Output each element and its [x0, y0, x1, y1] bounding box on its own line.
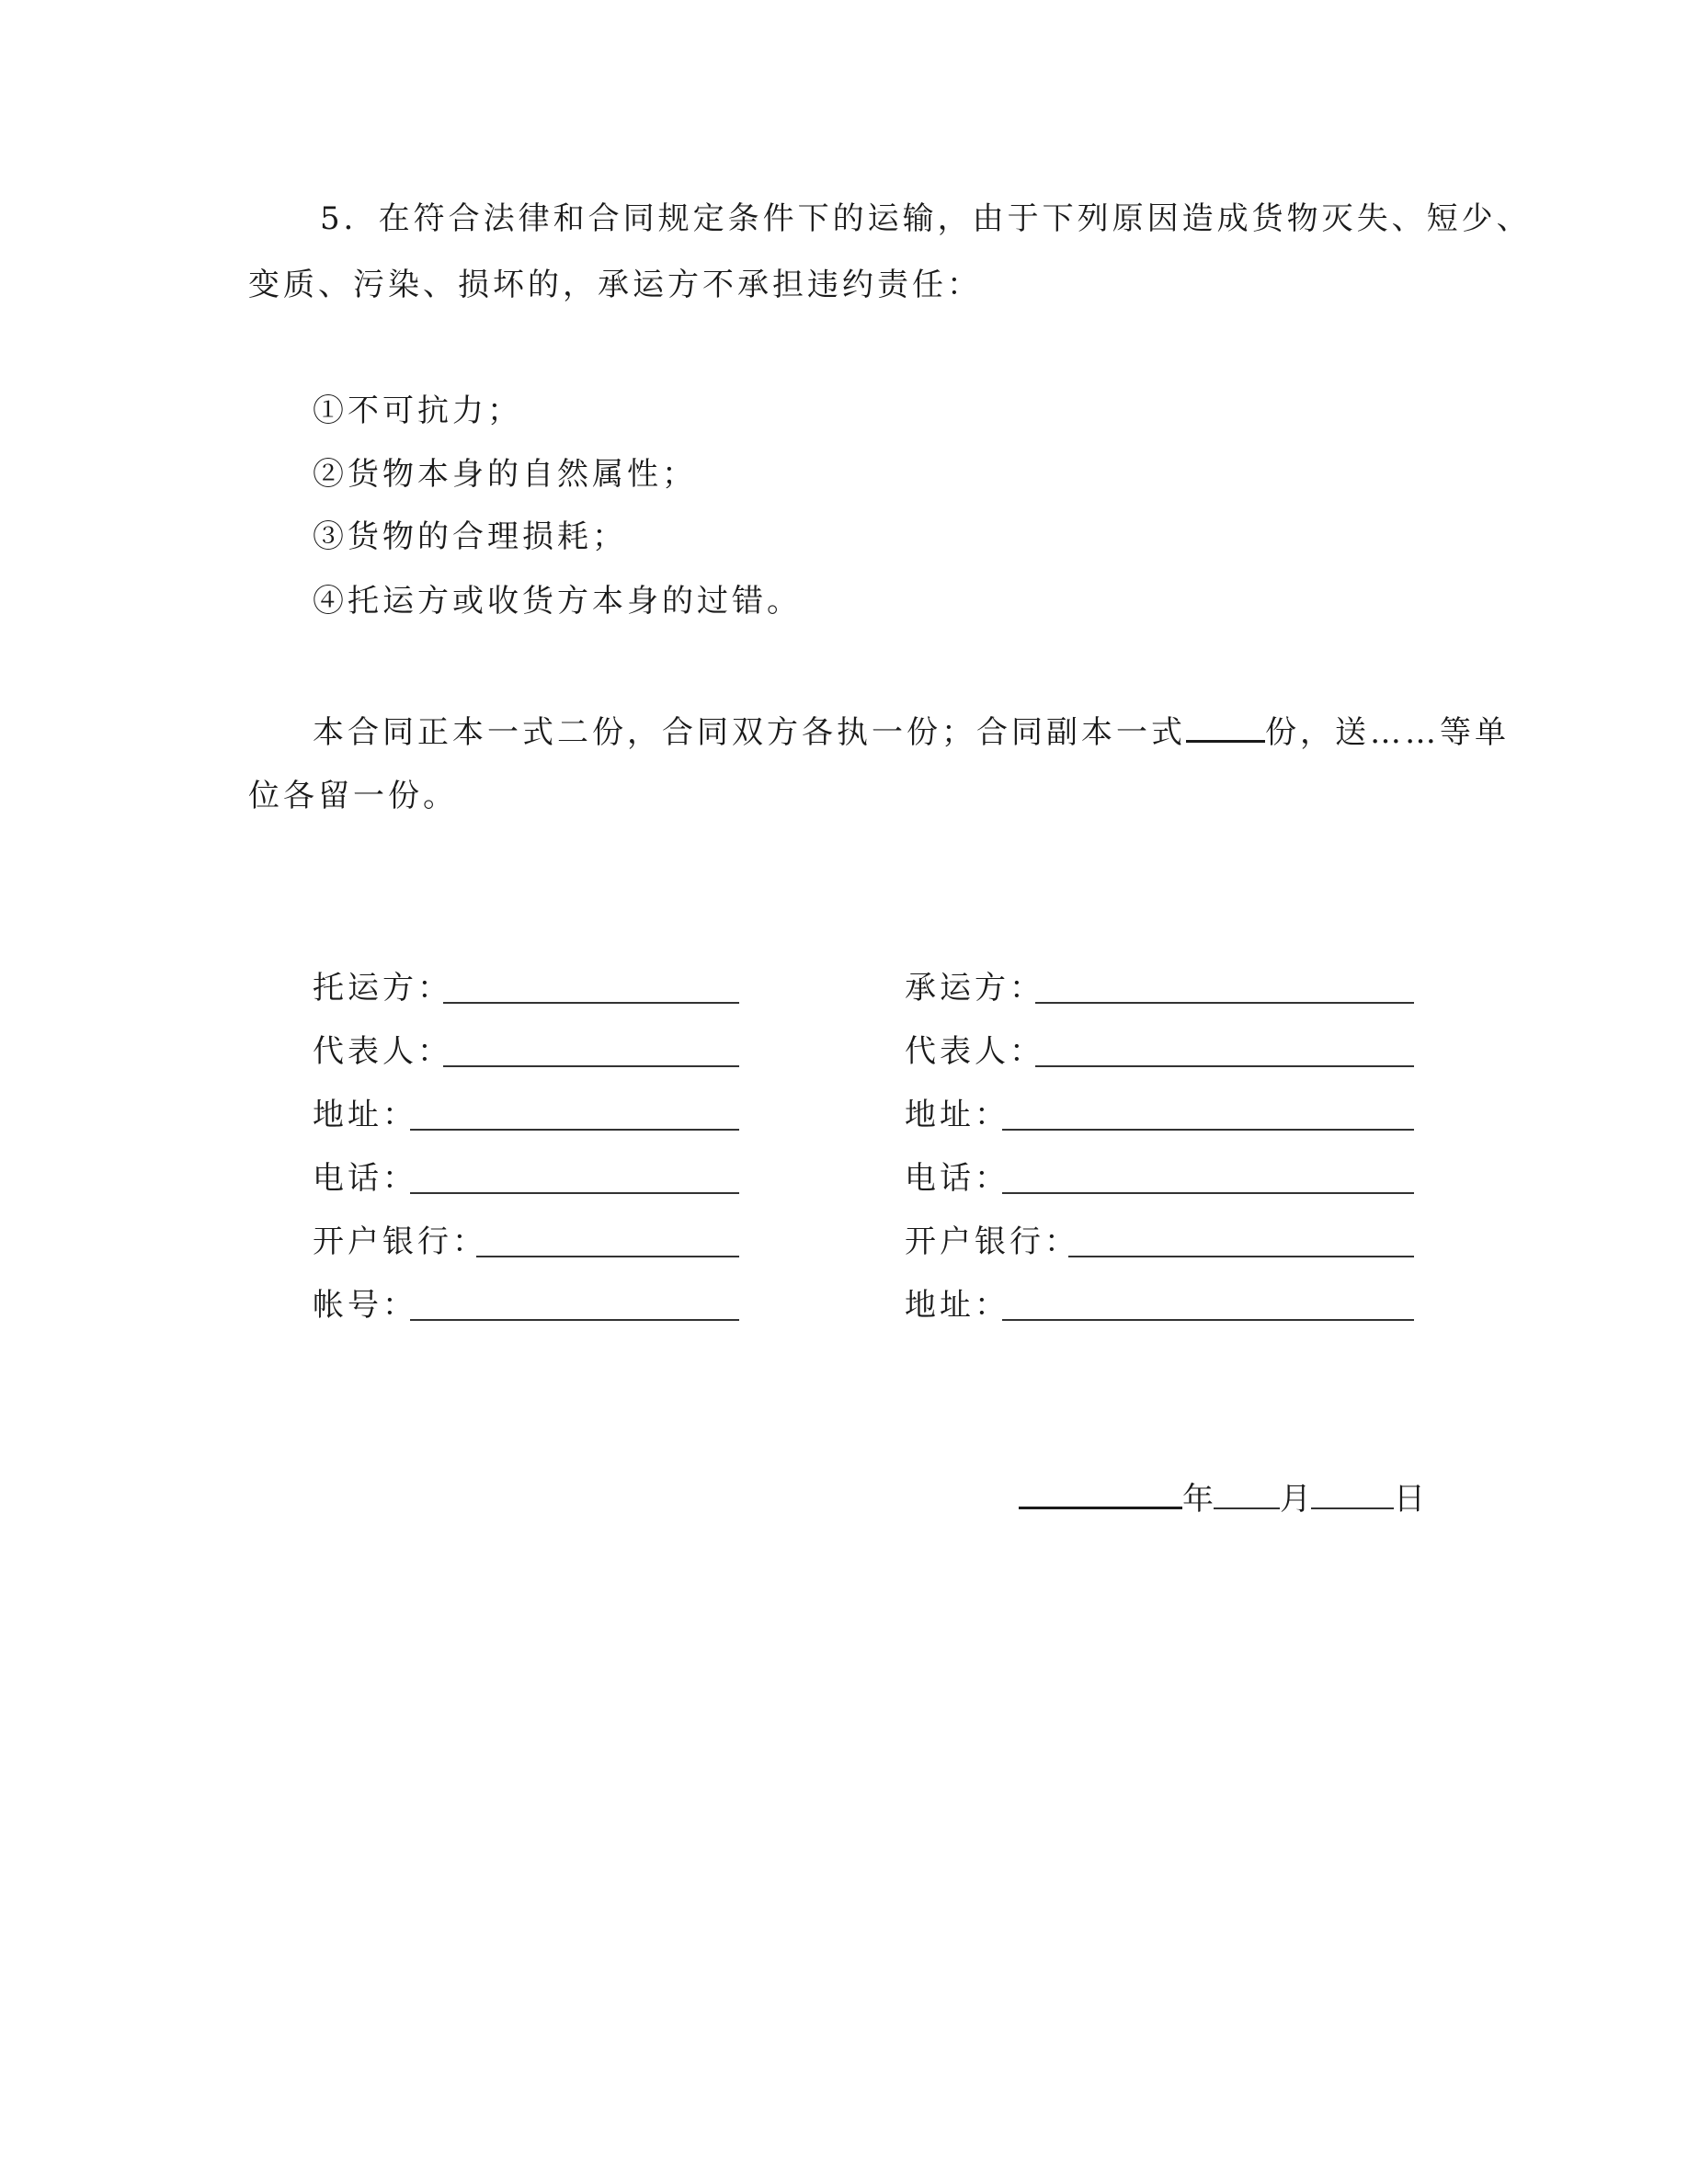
shipper-label: 托运方：: [313, 970, 452, 1007]
reason-item-3: ③货物的合理损耗；: [313, 518, 627, 555]
clause-5-line-1: 5．在符合法律和合同规定条件下的运输，由于下列原因造成货物灭失、短少、: [320, 200, 1532, 237]
carrier-representative-label: 代表人：: [905, 1033, 1044, 1070]
reason-item-2: ②货物本身的自然属性；: [313, 456, 697, 493]
carrier-phone-label: 电话：: [905, 1160, 1009, 1197]
copies-text-before: 本合同正本一式二份，合同双方各执一份；合同副本一式: [313, 714, 1186, 751]
date-year-blank[interactable]: [1019, 1479, 1182, 1509]
clause-5-line-2: 变质、污染、损坏的，承运方不承担违约责任：: [248, 267, 982, 303]
copies-line-2: 位各留一份。: [248, 778, 458, 814]
shipper-account-field[interactable]: [410, 1319, 739, 1321]
carrier-field[interactable]: [1035, 1002, 1414, 1004]
carrier-label: 承运方：: [905, 970, 1044, 1007]
reason-item-1: ①不可抗力；: [313, 392, 522, 429]
date-month-label: 月: [1280, 1481, 1311, 1518]
shipper-account-label: 帐号：: [313, 1287, 417, 1324]
carrier-representative-field[interactable]: [1035, 1065, 1414, 1067]
carrier-phone-field[interactable]: [1002, 1192, 1414, 1194]
date-day-label: 日: [1394, 1481, 1425, 1518]
carrier-bank-field[interactable]: [1068, 1256, 1414, 1257]
shipper-representative-label: 代表人：: [313, 1033, 452, 1070]
date-day-blank[interactable]: [1311, 1480, 1394, 1509]
date-year-label: 年: [1182, 1481, 1214, 1518]
date-line: [1019, 1479, 1425, 1518]
copies-count-blank[interactable]: [1186, 712, 1265, 743]
copies-text-after: 份，送……等单: [1265, 714, 1510, 751]
reason-item-4: ④托运方或收货方本身的过错。: [313, 583, 802, 620]
carrier-address-2-field[interactable]: [1002, 1319, 1414, 1321]
carrier-bank-label: 开户银行：: [905, 1223, 1079, 1260]
shipper-bank-field[interactable]: [476, 1256, 739, 1257]
carrier-address-label: 地址：: [905, 1097, 1009, 1133]
carrier-address-2-label: 地址：: [905, 1287, 1009, 1324]
carrier-address-field[interactable]: [1002, 1129, 1414, 1131]
copies-line-1: [313, 712, 1510, 751]
shipper-address-field[interactable]: [410, 1129, 739, 1131]
shipper-address-label: 地址：: [313, 1097, 417, 1133]
shipper-phone-field[interactable]: [410, 1192, 739, 1194]
shipper-field[interactable]: [443, 1002, 739, 1004]
shipper-phone-label: 电话：: [313, 1160, 417, 1197]
date-month-blank[interactable]: [1214, 1480, 1280, 1509]
shipper-bank-label: 开户银行：: [313, 1223, 487, 1260]
shipper-representative-field[interactable]: [443, 1065, 739, 1067]
